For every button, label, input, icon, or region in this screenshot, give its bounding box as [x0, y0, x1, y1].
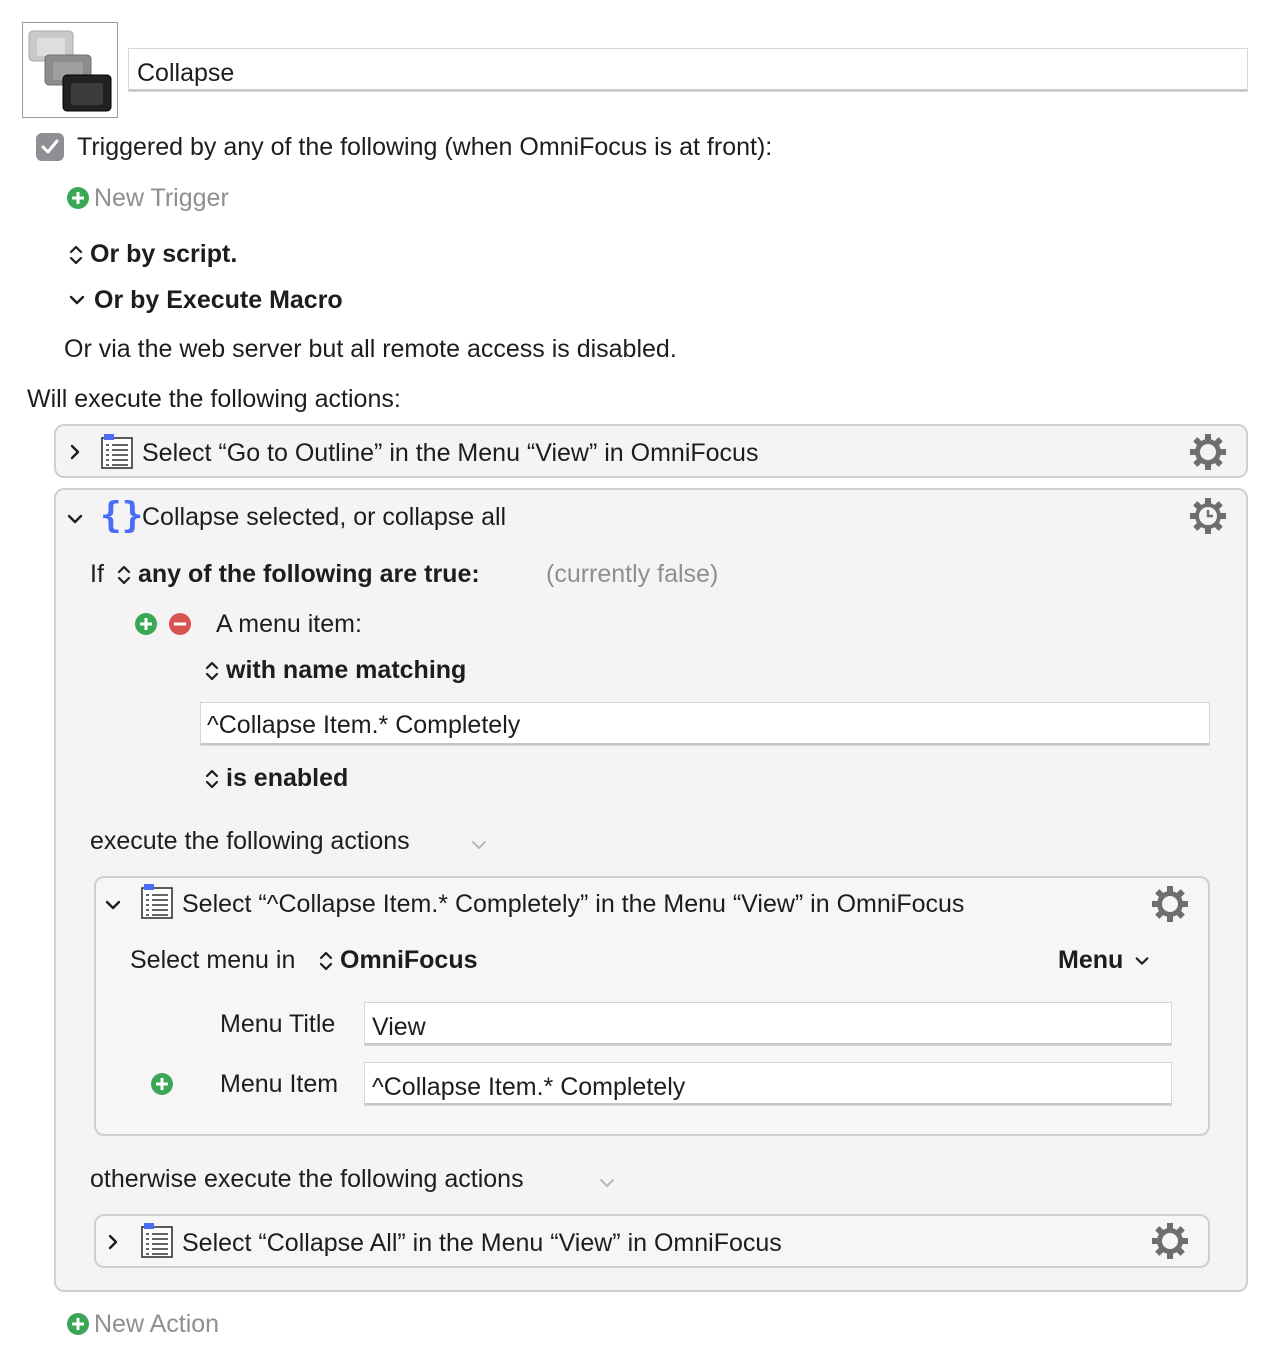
updown-arrows-icon: [68, 243, 84, 267]
gear-clock-icon[interactable]: [1188, 496, 1228, 536]
trigger-label: Triggered by any of the following (when OmniFocus is at front):: [77, 133, 773, 161]
else-label: otherwise execute the following actions: [90, 1165, 524, 1193]
chevron-down-icon[interactable]: [68, 291, 86, 309]
menu-list-icon: [140, 884, 174, 920]
name-match-label: with name matching: [226, 656, 467, 684]
enabled-label: is enabled: [226, 764, 349, 792]
if-block-title: Collapse selected, or collapse all: [142, 503, 507, 531]
then-label: execute the following actions: [90, 827, 410, 855]
updown-arrows-icon: [116, 563, 132, 587]
updown-arrows-icon: [318, 949, 334, 973]
or-by-script-disclosure[interactable]: [68, 239, 237, 269]
add-trigger-icon[interactable]: [66, 186, 90, 210]
app-name: OmniFocus: [340, 946, 478, 974]
braces-icon: {}: [100, 495, 144, 536]
gear-icon[interactable]: [1150, 884, 1190, 924]
web-server-note: Or via the web server but all remote access is disabled.: [64, 335, 677, 363]
menu-item-label: Menu Item: [220, 1070, 339, 1098]
overlapping-windows-icon: [23, 23, 117, 117]
trigger-checkbox[interactable]: [36, 133, 64, 161]
checkmark-icon: [36, 133, 64, 161]
condition-mode-popup[interactable]: [116, 559, 480, 589]
new-trigger-button[interactable]: New Trigger: [94, 184, 229, 212]
else-select-menu-action[interactable]: [94, 1214, 1210, 1268]
or-by-execute-macro-label[interactable]: Or by Execute Macro: [94, 286, 343, 314]
action-go-to-outline[interactable]: [54, 424, 1248, 478]
macro-icon-well[interactable]: [22, 22, 118, 118]
condition-mode-label: any of the following are true:: [138, 560, 480, 588]
menu-list-icon: [100, 434, 134, 470]
menu-title-field[interactable]: View: [364, 1002, 1172, 1046]
nested-action-title: Select “^Collapse Item.* Completely” in the Menu “View” in OmniFocus: [182, 890, 965, 918]
action-if-block[interactable]: [54, 488, 1248, 1292]
menu-item-field[interactable]: ^Collapse Item.* Completely: [364, 1062, 1172, 1106]
gear-icon[interactable]: [1188, 432, 1228, 472]
menu-popup[interactable]: [1058, 945, 1150, 975]
new-action-button[interactable]: New Action: [94, 1310, 220, 1338]
updown-arrows-icon: [204, 659, 220, 683]
chevron-down-icon: [1134, 953, 1150, 969]
chevron-right-icon[interactable]: [104, 1233, 122, 1251]
chevron-down-icon[interactable]: [470, 836, 488, 854]
condition-type-label: A menu item:: [216, 610, 362, 638]
menu-title-label: Menu Title: [220, 1010, 336, 1038]
chevron-right-icon[interactable]: [66, 443, 84, 461]
chevron-down-icon[interactable]: [66, 510, 84, 528]
macro-name-field[interactable]: Collapse: [128, 48, 1248, 92]
chevron-down-icon[interactable]: [104, 896, 122, 914]
else-action-title: Select “Collapse All” in the Menu “View” in OmniFocus: [182, 1229, 782, 1257]
name-match-popup[interactable]: [204, 655, 466, 685]
menu-popup-label: Menu: [1058, 946, 1124, 974]
gear-icon[interactable]: [1150, 1221, 1190, 1261]
actions-header: Will execute the following actions:: [27, 385, 401, 413]
menu-list-icon: [140, 1223, 174, 1259]
chevron-down-icon[interactable]: [598, 1174, 616, 1192]
app-popup[interactable]: [318, 945, 478, 975]
remove-condition-icon[interactable]: [168, 612, 192, 636]
updown-arrows-icon: [204, 767, 220, 791]
nested-select-menu-action[interactable]: [94, 876, 1210, 1136]
add-condition-icon[interactable]: [134, 612, 158, 636]
select-menu-in-label: Select menu in: [130, 946, 296, 974]
or-by-script-label: Or by script.: [90, 240, 238, 268]
action-title: Select “Go to Outline” in the Menu “View” in OmniFocus: [142, 439, 759, 467]
name-pattern-field[interactable]: ^Collapse Item.* Completely: [200, 702, 1210, 746]
condition-status: (currently false): [546, 560, 719, 588]
if-label: If: [90, 560, 104, 588]
add-action-icon[interactable]: [66, 1312, 90, 1336]
add-menu-item-icon[interactable]: [150, 1072, 174, 1096]
enabled-popup[interactable]: [204, 763, 348, 793]
